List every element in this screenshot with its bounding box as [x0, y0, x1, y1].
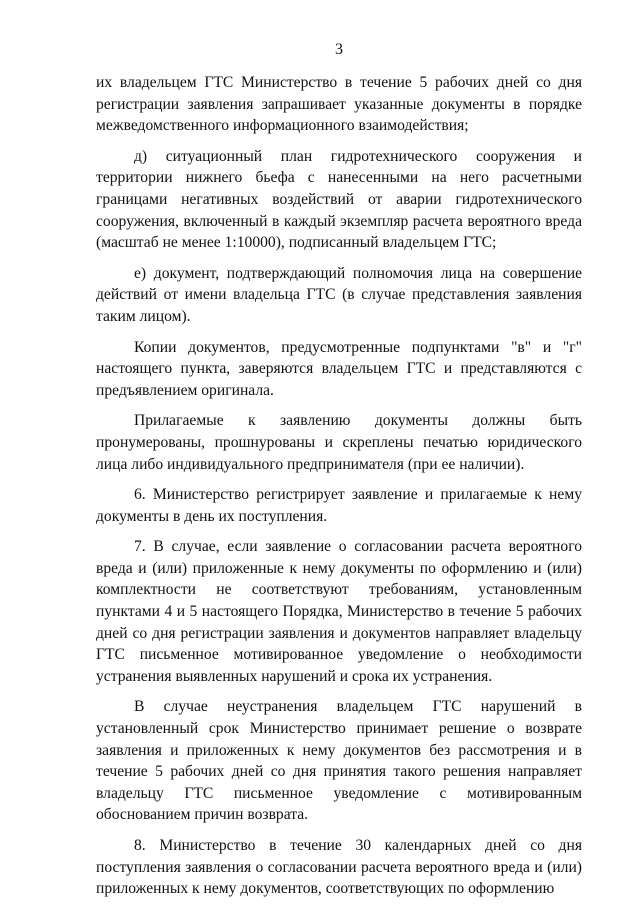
paragraph-clause-6: 6. Министерство регистрирует заявление и прилагаемые к нему документы в день их поступления.	[96, 486, 582, 525]
paragraph-copies: Копии документов, предусмотренные подпунктами "в" и "г" настоящего пункта, заверяются владельцем ГТС и представляются с предъявлением оригинала.	[96, 338, 582, 399]
document-page	[96, 0, 582, 906]
paragraph-attached-documents: Прилагаемые к заявлению документы должны быть пронумерованы, прошнурованы и скреплены печатью юридического лица либо индивидуального предпринимателя (при ее наличии).	[96, 412, 582, 473]
page-number: 3	[335, 41, 343, 58]
document-body	[96, 72, 582, 909]
paragraph-continuation: их владельцем ГТС Министерство в течение 5 рабочих дней со дня регистрации заявления запрашивает указанные документы в порядке межведомственного информационного взаимодействия;	[96, 74, 582, 135]
paragraph-return: В случае неустранения владельцем ГТС нарушений в установленный срок Министерство принимает решение о возврате заявления и приложенных к нему документов без рассмотрения и в течение 5 рабочих дней со дня принятия такого решения направляет владельцу ГТС письменное уведомление с мотивированным обоснованием причин возврата.	[96, 698, 582, 824]
paragraph-item-d: д) ситуационный план гидротехнического сооружения и территории нижнего бьефа с нанесенными на него расчетными границами негативных воздействий от аварии гидротехнического сооружения, включенный в каждый экземпляр расчета вероятного вреда (масштаб не менее 1:10000), подписанный владельцем ГТС;	[96, 147, 582, 252]
paragraph-item-e: е) документ, подтверждающий полномочия лица на совершение действий от имени владельца ГТС (в случае представления заявления таким лицом).	[96, 264, 582, 325]
paragraph-clause-8: 8. Министерство в течение 30 календарных дней со дня поступления заявления о согласовании расчета вероятного вреда и (или) приложенных к нему документов, соответствующих по оформлению	[96, 837, 582, 898]
paragraph-clause-7: 7. В случае, если заявление о согласовании расчета вероятного вреда и (или) приложенные к нему документы по оформлению и (или) комплектности не соответствуют требованиям, установленным пунктами 4 и 5 настоящего Порядка, Министерство в течение 5 рабочих дней со дня регистрации заявления и документов направляет владельцу ГТС письменное мотивированное уведомление о необходимости устранения выявленных нарушений и срока их устранения.	[96, 538, 582, 685]
